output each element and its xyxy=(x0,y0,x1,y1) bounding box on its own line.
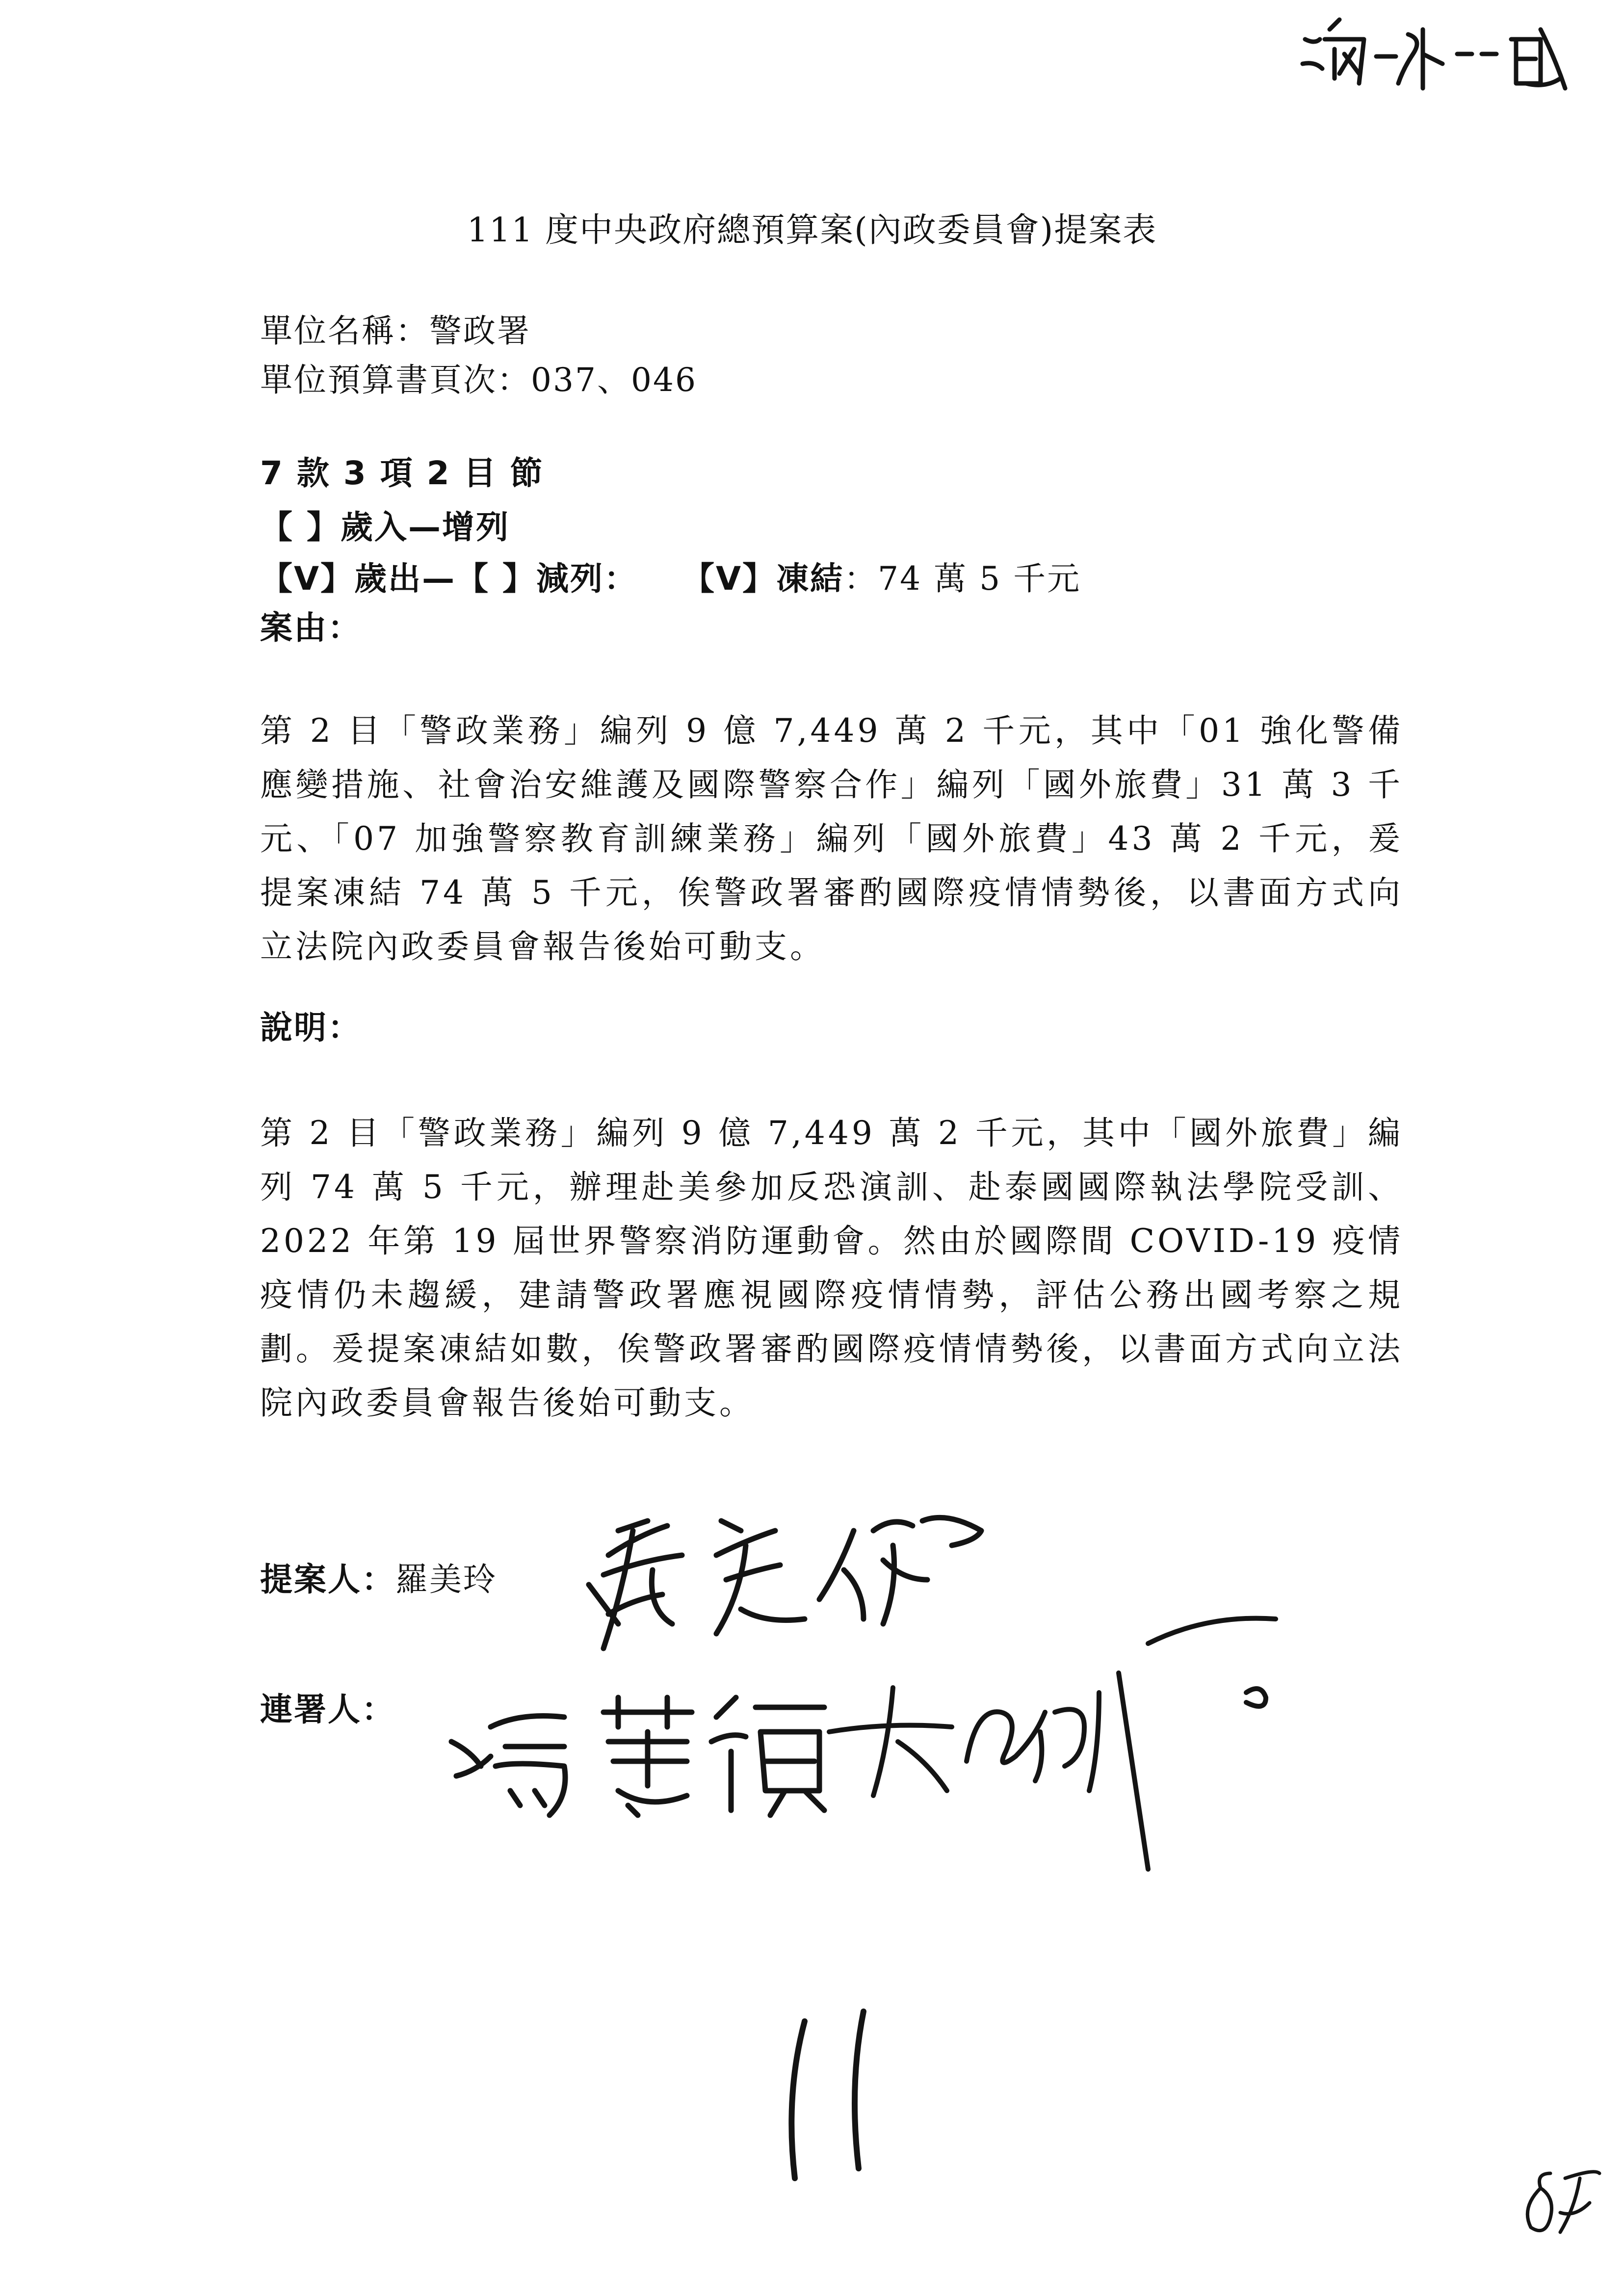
section-line: 7 款 3 項 2 目 節 xyxy=(260,454,544,492)
handwritten-page-mark xyxy=(1511,2159,1609,2242)
revenue-line: 【 】歲入—增列 xyxy=(260,508,510,546)
freeze-label: 【V】凍結 xyxy=(682,560,844,598)
proposer-name: 羅美玲 xyxy=(395,1561,497,1598)
cosigner-signature-1 xyxy=(442,1668,844,1830)
unit-name: 單位名稱：警政署 xyxy=(260,312,531,350)
cosigner-signature-2 xyxy=(824,1614,1295,1889)
expense-line xyxy=(260,554,1081,603)
proposer-line xyxy=(260,1555,497,1604)
document-title: 111 度中央政府總預算案(內政委員會)提案表 xyxy=(467,211,1157,250)
budget-pages: 單位預算書頁次：037、046 xyxy=(260,361,697,399)
explanation-text: 第 2 目「警政業務」編列 9 億 7,449 萬 2 千元，其中「國外旅費」編列 74 萬 5 千元，辦理赴美參加反恐演訓、赴泰國國際執法學院受訓、2022 年第 19 屆世界警察消防運動會。然由於國際間 COVID-19 疫情疫情仍未趨緩，建請警政署應視國際疫情情勢，評估公務出國考察之規劃。爰提案凍結如數，俟警政署審酌國際疫情情勢後，以書面方式向立法院內政委員會報告後始可動支。 xyxy=(260,1114,1403,1422)
reason-text: 第 2 目「警政業務」編列 9 億 7,449 萬 2 千元，其中「01 強化警備應變措施、社會治安維護及國際警察合作」編列「國外旅費」31 萬 3 千元、「07 加強警察教育訓練業務」編列「國外旅費」43 萬 2 千元，爰提案凍結 74 萬 5 千元，俟警政署審酌國際疫情情勢後，以書面方式向立法院內政委員會報告後始可動支。 xyxy=(260,712,1403,965)
freeze-amount: ：74 萬 5 千元 xyxy=(844,560,1081,598)
reason-heading: 案由： xyxy=(260,609,362,647)
expense-prefix: 【V】歲出—【 】減列： xyxy=(260,560,638,598)
explanation-heading: 說明： xyxy=(260,1009,362,1046)
handwritten-mark-bottom xyxy=(751,2002,908,2188)
proposer-label: 提案人： xyxy=(260,1561,395,1598)
handwritten-annotation-top-right xyxy=(1295,10,1590,98)
cosigner-label: 連署人： xyxy=(260,1691,395,1728)
